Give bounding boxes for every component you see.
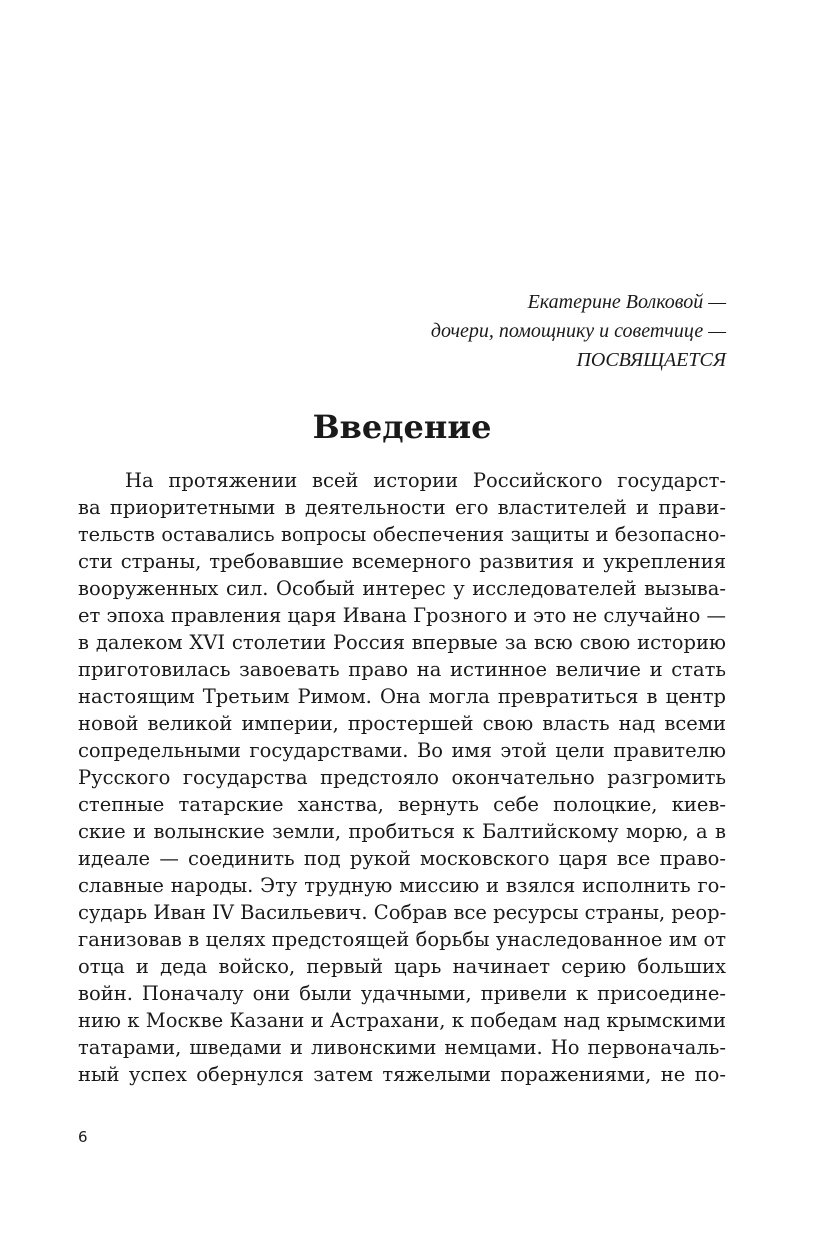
body-paragraph	[78, 467, 726, 1088]
dedication-line: ПОСВЯЩАЕТСЯ	[576, 349, 726, 371]
text-line: ганизовав в целях предстоящей борьбы унаследованное им от	[78, 928, 726, 951]
text-line: ские и волынские земли, пробиться к Балтийскому морю, а в	[78, 820, 726, 843]
text-line: в далеком XVI столетии Россия впервые за всю свою историю	[78, 631, 726, 654]
text-line: идеале — соединить под рукой московского царя все право-	[78, 847, 726, 870]
text-line: степные татарские ханства, вернуть себе полоцкие, киев-	[78, 793, 726, 816]
text-line: На протяжении всей истории Российского государст-	[125, 469, 726, 492]
text-line: ет эпоха правления царя Ивана Грозного и это не случайно —	[78, 604, 727, 627]
text-line: татарами, шведами и ливонскими немцами. Но первоначаль-	[78, 1036, 726, 1059]
page-number: 6	[78, 1128, 88, 1146]
text-line: сударь Иван IV Васильевич. Собрав все ресурсы страны, реор-	[78, 901, 727, 924]
text-line: отца и деда войско, первый царь начинает серию больших	[78, 955, 726, 978]
text-line: настоящим Третьим Римом. Она могла превратиться в центр	[78, 685, 726, 708]
text-line: нию к Москве Казани и Астрахани, к победам над крымскими	[78, 1009, 726, 1032]
dedication	[78, 288, 726, 375]
text-line: ный успех обернулся затем тяжелыми поражениями, не по-	[78, 1063, 726, 1086]
text-line: ва приоритетными в деятельности его властителей и прави-	[78, 496, 726, 519]
dedication-line: дочери, помощнику и советчице —	[430, 320, 726, 342]
text-line: славные народы. Эту трудную миссию и взялся исполнить го-	[78, 874, 726, 897]
chapter-title: Введение	[312, 408, 492, 446]
text-line: тельств оставались вопросы обеспечения защиты и безопасно-	[78, 523, 726, 546]
text-line: войн. Поначалу они были удачными, привели к присоедине-	[78, 982, 726, 1005]
text-line: вооруженных сил. Особый интерес у исследователей вызыва-	[78, 577, 726, 600]
dedication-line: Екатерине Волковой —	[527, 291, 726, 313]
text-line: новой великой империи, простершей свою власть над всеми	[78, 712, 726, 735]
text-line: сопредельными государствами. Во имя этой цели правителю	[78, 739, 726, 762]
text-line: Русского государства предстояло окончательно разгромить	[78, 766, 726, 789]
text-line: приготовилась завоевать право на истинное величие и стать	[78, 658, 726, 681]
text-line: сти страны, требовавшие всемерного развития и укрепления	[78, 550, 726, 573]
